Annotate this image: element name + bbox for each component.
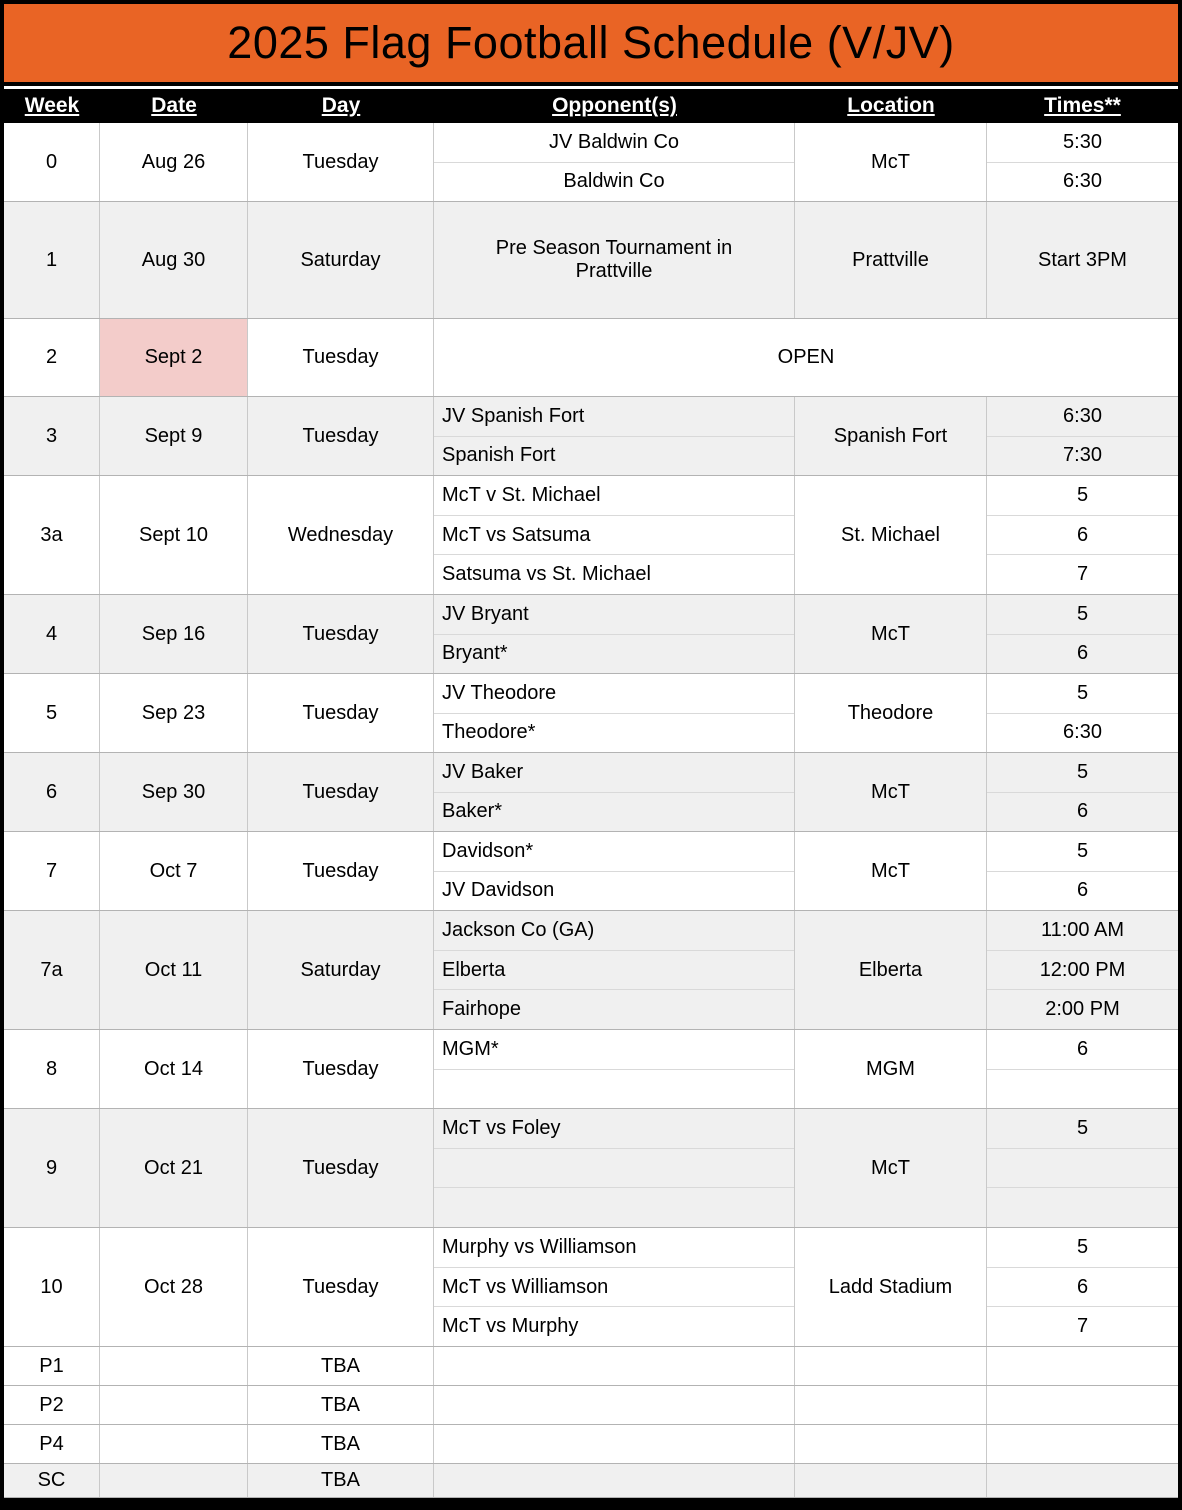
day-cell: Tuesday [248, 832, 434, 910]
table-row [4, 674, 1178, 753]
opponent-cell: McT vs Foley [442, 1116, 561, 1139]
date-cell: Oct 7 [100, 832, 248, 910]
opponents-cell [434, 753, 795, 831]
date-cell: Sep 30 [100, 753, 248, 831]
day-cell: TBA [248, 1464, 434, 1497]
time-cell [987, 1386, 1178, 1424]
title-banner [4, 4, 1178, 86]
day-cell: Tuesday [248, 123, 434, 201]
table-row [4, 319, 1178, 397]
opponents-cell [434, 1425, 795, 1463]
opponent-cell: JV Bryant [442, 602, 529, 625]
opponent-cell: Baker* [434, 792, 794, 832]
week-cell: P4 [4, 1425, 100, 1463]
location-cell: St. Michael [795, 476, 987, 594]
times-cell [987, 832, 1178, 910]
day-cell: Tuesday [248, 753, 434, 831]
opponent-cell: McT vs Satsuma [434, 515, 794, 555]
column-header-day: Day [321, 94, 361, 117]
week-cell: 8 [4, 1030, 100, 1108]
opponents-cell [434, 1386, 795, 1424]
date-cell [100, 1425, 248, 1463]
opponents-cell [434, 397, 795, 475]
time-cell: 6 [987, 634, 1178, 674]
time-cell: 6:30 [987, 162, 1178, 202]
opponents-cell [434, 832, 795, 910]
week-cell: SC [4, 1464, 100, 1497]
time-cell: 2:00 PM [987, 989, 1178, 1029]
location-cell: MGM [795, 1030, 987, 1108]
times-cell [987, 753, 1178, 831]
opponent-cell: Davidson* [442, 839, 534, 862]
opponent-cell [434, 1069, 794, 1109]
table-row [4, 397, 1178, 476]
week-cell: 2 [4, 319, 100, 396]
times-cell [987, 1464, 1178, 1497]
opponents-cell [434, 476, 795, 594]
times-cell [987, 1228, 1178, 1346]
location-cell: Prattville [795, 202, 987, 318]
location-cell [795, 1425, 987, 1463]
opponents-cell [434, 595, 795, 673]
date-cell: Sep 23 [100, 674, 248, 752]
day-cell: Tuesday [248, 674, 434, 752]
time-cell [987, 1347, 1178, 1385]
time-cell: 6 [987, 515, 1178, 555]
time-cell: 5 [1076, 1235, 1089, 1258]
location-cell: McT [795, 123, 987, 201]
date-cell-highlighted: Sept 2 [100, 319, 248, 396]
opponent-cell [434, 1425, 794, 1463]
open-cell: OPEN [777, 346, 835, 368]
opponent-cell [434, 1187, 794, 1227]
time-cell: 5 [1076, 602, 1089, 625]
times-cell [987, 595, 1178, 673]
day-cell: TBA [248, 1386, 434, 1424]
table-row [4, 202, 1178, 319]
time-cell: Start 3PM [1038, 248, 1127, 271]
week-cell: 4 [4, 595, 100, 673]
week-cell: 5 [4, 674, 100, 752]
times-cell [987, 1347, 1178, 1385]
times-cell [987, 476, 1178, 594]
time-cell: 5 [1076, 839, 1089, 862]
time-cell: 5 [1076, 681, 1089, 704]
date-cell: Aug 26 [100, 123, 248, 201]
time-cell: 6 [987, 1267, 1178, 1307]
opponent-cell: MGM* [442, 1037, 499, 1060]
column-header-week: Week [24, 94, 80, 117]
times-cell [987, 674, 1178, 752]
times-cell [987, 1425, 1178, 1463]
opponents-cell [434, 911, 795, 1029]
day-cell: Tuesday [248, 1109, 434, 1227]
opponent-cell: Jackson Co (GA) [442, 918, 595, 941]
opponent-cell: McT v St. Michael [442, 483, 601, 506]
column-header-opponents: Opponent(s) [552, 94, 677, 117]
date-cell: Oct 21 [100, 1109, 248, 1227]
table-row [4, 1464, 1178, 1498]
table-row [4, 753, 1178, 832]
day-cell: TBA [248, 1425, 434, 1463]
opponents-cell [434, 1228, 795, 1346]
times-cell [987, 202, 1178, 318]
week-cell: 3 [4, 397, 100, 475]
opponent-cell: Elberta [434, 950, 794, 990]
page-title: 2025 Flag Football Schedule (V/JV) [227, 17, 955, 68]
week-cell: 7 [4, 832, 100, 910]
location-cell: Elberta [795, 911, 987, 1029]
opponent-cell: JV Davidson [434, 871, 794, 911]
opponent-cell: Theodore* [434, 713, 794, 753]
week-cell: 7a [4, 911, 100, 1029]
date-cell [100, 1464, 248, 1497]
location-cell: McT [795, 832, 987, 910]
table-row [4, 1386, 1178, 1425]
opponent-cell [434, 1148, 794, 1188]
date-cell [100, 1386, 248, 1424]
times-cell [987, 911, 1178, 1029]
table-row [4, 911, 1178, 1030]
time-cell: 6 [987, 871, 1178, 911]
opponent-cell: Fairhope [434, 989, 794, 1029]
table-row [4, 832, 1178, 911]
opponent-cell: McT vs Murphy [434, 1306, 794, 1346]
location-cell: Spanish Fort [795, 397, 987, 475]
times-cell [987, 397, 1178, 475]
day-cell: Wednesday [248, 476, 434, 594]
time-cell [987, 1425, 1178, 1463]
week-cell: 1 [4, 202, 100, 318]
time-cell: 6 [987, 792, 1178, 832]
week-cell: P2 [4, 1386, 100, 1424]
time-cell: 7 [987, 1306, 1178, 1346]
opponents-cell [434, 674, 795, 752]
date-cell: Aug 30 [100, 202, 248, 318]
opponents-cell [434, 1347, 795, 1385]
time-cell [987, 1069, 1178, 1109]
time-cell: 12:00 PM [987, 950, 1178, 990]
time-cell [987, 1464, 1178, 1497]
time-cell: 11:00 AM [1040, 918, 1125, 941]
time-cell: 7:30 [987, 436, 1178, 476]
bottom-border [4, 1498, 1178, 1510]
opponent-cell: Spanish Fort [434, 436, 794, 476]
column-header-location: Location [847, 94, 935, 117]
time-cell: 6:30 [987, 713, 1178, 753]
date-cell: Sept 9 [100, 397, 248, 475]
day-cell: Tuesday [248, 1228, 434, 1346]
opponents-cell [434, 1109, 795, 1227]
opponent-cell: Baldwin Co [434, 162, 794, 202]
opponents-cell [434, 202, 795, 318]
week-cell: 9 [4, 1109, 100, 1227]
opponent-cell [434, 1464, 794, 1497]
time-cell: 5:30 [1063, 130, 1102, 153]
opponents-cell [434, 1030, 795, 1108]
time-cell: 5 [1076, 1116, 1089, 1139]
week-cell: 0 [4, 123, 100, 201]
opponent-cell: JV Baldwin Co [548, 130, 680, 153]
table-row [4, 123, 1178, 202]
location-cell: McT [795, 595, 987, 673]
day-cell: Tuesday [248, 595, 434, 673]
date-cell: Sep 16 [100, 595, 248, 673]
location-cell [795, 1347, 987, 1385]
date-cell: Oct 14 [100, 1030, 248, 1108]
opponent-cell: Satsuma vs St. Michael [434, 554, 794, 594]
opponent-cell: Murphy vs Williamson [442, 1235, 637, 1258]
location-cell: McT [795, 753, 987, 831]
opponent-cell [434, 1347, 794, 1385]
table-row [4, 476, 1178, 595]
time-cell: 5 [1076, 760, 1089, 783]
date-cell: Sept 10 [100, 476, 248, 594]
opponent-cell [434, 1386, 794, 1424]
day-cell: Tuesday [248, 397, 434, 475]
times-cell [987, 1030, 1178, 1108]
time-cell [987, 1187, 1178, 1227]
week-cell: P1 [4, 1347, 100, 1385]
times-cell [987, 1109, 1178, 1227]
location-cell: Ladd Stadium [795, 1228, 987, 1346]
week-cell: 3a [4, 476, 100, 594]
day-cell: TBA [248, 1347, 434, 1385]
date-cell: Oct 28 [100, 1228, 248, 1346]
table-row [4, 1228, 1178, 1347]
opponents-cell [434, 1464, 795, 1497]
column-header-date: Date [151, 94, 197, 117]
day-cell: Saturday [248, 202, 434, 318]
time-cell [987, 1148, 1178, 1188]
day-cell: Tuesday [248, 319, 434, 396]
opponent-cell: Bryant* [434, 634, 794, 674]
opponent-cell: McT vs Williamson [434, 1267, 794, 1307]
day-cell: Tuesday [248, 1030, 434, 1108]
table-row [4, 1347, 1178, 1386]
week-cell: 6 [4, 753, 100, 831]
opponent-cell: JV Baker [442, 760, 524, 783]
time-cell: 6:30 [1063, 404, 1102, 427]
location-cell [795, 1386, 987, 1424]
date-cell [100, 1347, 248, 1385]
date-cell: Oct 11 [100, 911, 248, 1029]
day-cell: Saturday [248, 911, 434, 1029]
times-cell [987, 123, 1178, 201]
table-row [4, 1109, 1178, 1228]
opponent-cell: JV Spanish Fort [442, 404, 585, 427]
week-cell: 10 [4, 1228, 100, 1346]
time-cell: 6 [1076, 1037, 1089, 1060]
table-row [4, 1030, 1178, 1109]
opponents-cell [434, 123, 795, 201]
opponent-cell: Pre Season Tournament in Prattville [495, 237, 733, 282]
opponent-cell: JV Theodore [442, 681, 557, 704]
location-cell: McT [795, 1109, 987, 1227]
table-row [4, 595, 1178, 674]
table-row [4, 1425, 1178, 1464]
table-header-row [4, 89, 1178, 123]
time-cell: 5 [1076, 483, 1089, 506]
column-header-times: Times** [1044, 94, 1121, 117]
location-cell [795, 1464, 987, 1497]
location-cell: Theodore [795, 674, 987, 752]
time-cell: 7 [987, 554, 1178, 594]
times-cell [987, 1386, 1178, 1424]
